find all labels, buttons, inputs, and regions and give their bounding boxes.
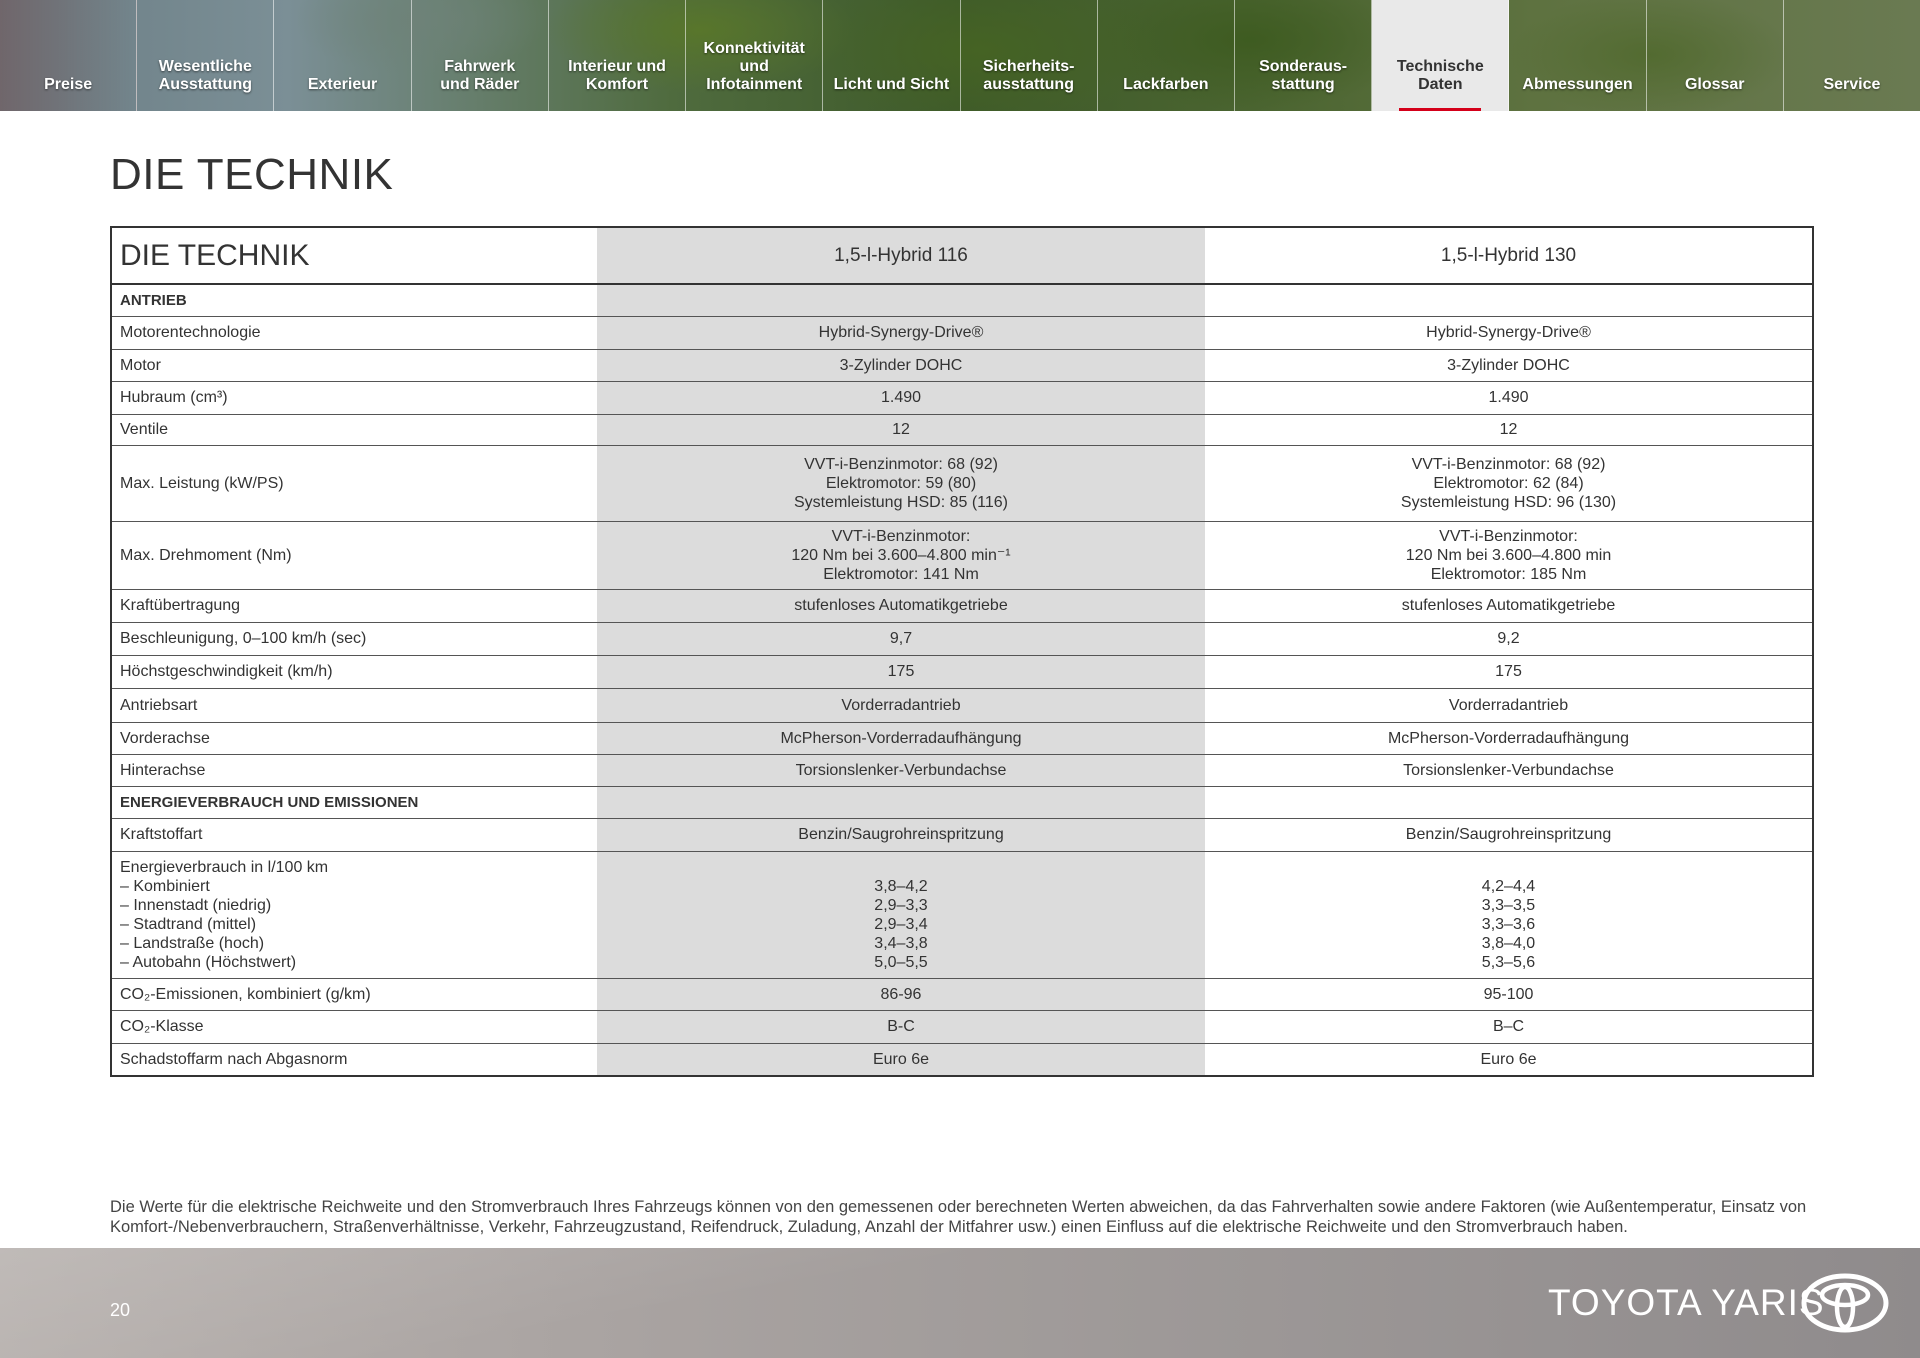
row-value-hybrid-116: 86-96 (597, 978, 1205, 1010)
table-row (111, 349, 1813, 381)
table-row (111, 284, 1813, 316)
row-label: Kraftstoffart (111, 818, 597, 851)
row-label: Energieverbrauch in l/100 km – Kombiniert – Innenstadt (niedrig) – Stadtrand (mittel) – Landstraße (hoch) – Autobahn (Höchstwert) (111, 851, 597, 978)
table-header-col-b: 1,5-l-Hybrid 130 (1205, 227, 1813, 284)
row-value-hybrid-130: VVT-i-Benzinmotor: 120 Nm bei 3.600–4.800 min Elektromotor: 185 Nm (1205, 521, 1813, 589)
row-value-hybrid-116: Vorderradantrieb (597, 688, 1205, 722)
row-value-hybrid-130: 9,2 (1205, 622, 1813, 655)
row-value-hybrid-130 (1205, 284, 1813, 316)
nav-item-lackfarben[interactable]: Lackfarben (1098, 0, 1235, 111)
table-row (111, 688, 1813, 722)
row-label: Hinterachse (111, 754, 597, 786)
nav-item-glossar[interactable]: Glossar (1647, 0, 1784, 111)
row-value-hybrid-116: 1.490 (597, 381, 1205, 414)
row-value-hybrid-130: VVT-i-Benzinmotor: 68 (92) Elektromotor: 62 (84) Systemleistung HSD: 96 (130) (1205, 445, 1813, 521)
table-row (111, 1043, 1813, 1076)
nav-item-sicherheitsausstattung[interactable]: Sicherheits- ausstattung (961, 0, 1098, 111)
table-row (111, 786, 1813, 818)
table-row (111, 1010, 1813, 1043)
row-value-hybrid-116 (597, 786, 1205, 818)
row-label: Antriebsart (111, 688, 597, 722)
row-value-hybrid-116: B-C (597, 1010, 1205, 1043)
table-row (111, 851, 1813, 978)
nav-item-fahrwerk[interactable]: Fahrwerk und Räder (412, 0, 549, 111)
nav-item-sonderausstattung[interactable]: Sonderaus- stattung (1235, 0, 1372, 111)
nav-item-abmessungen[interactable]: Abmessungen (1509, 0, 1646, 111)
table-row (111, 445, 1813, 521)
row-label: Ventile (111, 414, 597, 445)
table-row (111, 978, 1813, 1010)
table-row (111, 722, 1813, 754)
row-value-hybrid-130: McPherson-Vorderradaufhängung (1205, 722, 1813, 754)
row-value-hybrid-116: Hybrid-Synergy-Drive® (597, 316, 1205, 349)
row-value-hybrid-116: McPherson-Vorderradaufhängung (597, 722, 1205, 754)
brand-text: TOYOTA YARIS (1548, 1282, 1825, 1323)
row-value-hybrid-116: 12 (597, 414, 1205, 445)
row-value-hybrid-116: 9,7 (597, 622, 1205, 655)
footnote: Die Werte für die elektrische Reichweite und den Stromverbrauch Ihres Fahrzeugs können von den gemessenen oder berechneten Werten abweichen, da das Fahrverhalten sowie andere Faktoren (wie Außentemperatur, Einsatz von Komfort-/Nebenverbrauchern, Straßenverhältnisse, Verkehr, Fahrzeugzustand, Reifendruck, Zuladung, Anzahl der Mitfahrer usw.) einen Einfluss auf die elektrische Reichweite und den Stromverbrauch haben. (110, 1198, 1807, 1236)
row-value-hybrid-130: B–C (1205, 1010, 1813, 1043)
table-row (111, 381, 1813, 414)
table-header-label: DIE TECHNIK (111, 227, 597, 284)
nav-item-service[interactable]: Service (1823, 76, 1881, 93)
nav-item-technische-daten[interactable]: Technische Daten (1372, 0, 1509, 111)
page-title: DIE TECHNIK (110, 150, 394, 199)
table-row (111, 521, 1813, 589)
row-label: Motor (111, 349, 597, 381)
nav-item-preise[interactable]: Preise (0, 0, 137, 111)
row-label: Max. Drehmoment (Nm) (111, 521, 597, 589)
row-value-hybrid-116: Benzin/Saugrohreinspritzung (597, 818, 1205, 851)
row-label: CO₂-Emissionen, kombiniert (g/km) (111, 978, 597, 1010)
row-value-hybrid-130: Torsionslenker-Verbundachse (1205, 754, 1813, 786)
top-nav (0, 0, 1920, 111)
row-value-hybrid-116: Euro 6e (597, 1043, 1205, 1076)
row-value-hybrid-130 (1205, 786, 1813, 818)
toyota-logo-icon (1800, 1273, 1890, 1333)
nav-item-interieur[interactable]: Interieur und Komfort (549, 0, 686, 111)
row-label: Kraftübertragung (111, 589, 597, 622)
row-value-hybrid-130: Hybrid-Synergy-Drive® (1205, 316, 1813, 349)
row-value-hybrid-130: 1.490 (1205, 381, 1813, 414)
footer (0, 1248, 1920, 1358)
row-value-hybrid-130: 4,2–4,4 3,3–3,5 3,3–3,6 3,8–4,0 5,3–5,6 (1205, 851, 1813, 978)
table-body (111, 284, 1813, 1076)
spec-table (110, 226, 1814, 1077)
row-value-hybrid-130: 175 (1205, 655, 1813, 688)
row-value-hybrid-130: stufenloses Automatikgetriebe (1205, 589, 1813, 622)
table-header-row (111, 227, 1813, 284)
row-label: Schadstoffarm nach Abgasnorm (111, 1043, 597, 1076)
row-value-hybrid-130: Benzin/Saugrohreinspritzung (1205, 818, 1813, 851)
nav-item-wesentliche-ausstattung[interactable]: Wesentliche Ausstattung (137, 0, 274, 111)
nav-item-licht-und-sicht[interactable]: Licht und Sicht (823, 0, 960, 111)
row-value-hybrid-116: 3-Zylinder DOHC (597, 349, 1205, 381)
nav-item-konnektivitaet[interactable]: Konnektivität und Infotainment (686, 0, 823, 111)
row-value-hybrid-130: Euro 6e (1205, 1043, 1813, 1076)
row-label: Max. Leistung (kW/PS) (111, 445, 597, 521)
row-value-hybrid-130: 95-100 (1205, 978, 1813, 1010)
table-row (111, 589, 1813, 622)
row-label: ENERGIEVERBRAUCH UND EMISSIONEN (111, 786, 597, 818)
row-label: Beschleunigung, 0–100 km/h (sec) (111, 622, 597, 655)
table-row (111, 655, 1813, 688)
row-value-hybrid-130: 12 (1205, 414, 1813, 445)
row-value-hybrid-116: 175 (597, 655, 1205, 688)
table-header-col-a: 1,5-l-Hybrid 116 (597, 227, 1205, 284)
row-value-hybrid-116 (597, 284, 1205, 316)
table-row (111, 316, 1813, 349)
page-number: 20 (110, 1300, 131, 1320)
table-row (111, 414, 1813, 445)
row-value-hybrid-130: 3-Zylinder DOHC (1205, 349, 1813, 381)
row-label: Hubraum (cm³) (111, 381, 597, 414)
table-row (111, 754, 1813, 786)
row-value-hybrid-116: VVT-i-Benzinmotor: 120 Nm bei 3.600–4.800 min⁻¹ Elektromotor: 141 Nm (597, 521, 1205, 589)
row-value-hybrid-116: VVT-i-Benzinmotor: 68 (92) Elektromotor: 59 (80) Systemleistung HSD: 85 (116) (597, 445, 1205, 521)
row-label: CO₂-Klasse (111, 1010, 597, 1043)
row-label: Höchstgeschwindigkeit (km/h) (111, 655, 597, 688)
nav-item-exterieur[interactable]: Exterieur (274, 0, 411, 111)
row-value-hybrid-130: Vorderradantrieb (1205, 688, 1813, 722)
row-value-hybrid-116: stufenloses Automatikgetriebe (597, 589, 1205, 622)
row-value-hybrid-116: Torsionslenker-Verbundachse (597, 754, 1205, 786)
row-label: Motorentechnologie (111, 316, 597, 349)
row-label: ANTRIEB (111, 284, 597, 316)
table-row (111, 818, 1813, 851)
table-row (111, 622, 1813, 655)
row-label: Vorderachse (111, 722, 597, 754)
row-value-hybrid-116: 3,8–4,2 2,9–3,3 2,9–3,4 3,4–3,8 5,0–5,5 (597, 851, 1205, 978)
